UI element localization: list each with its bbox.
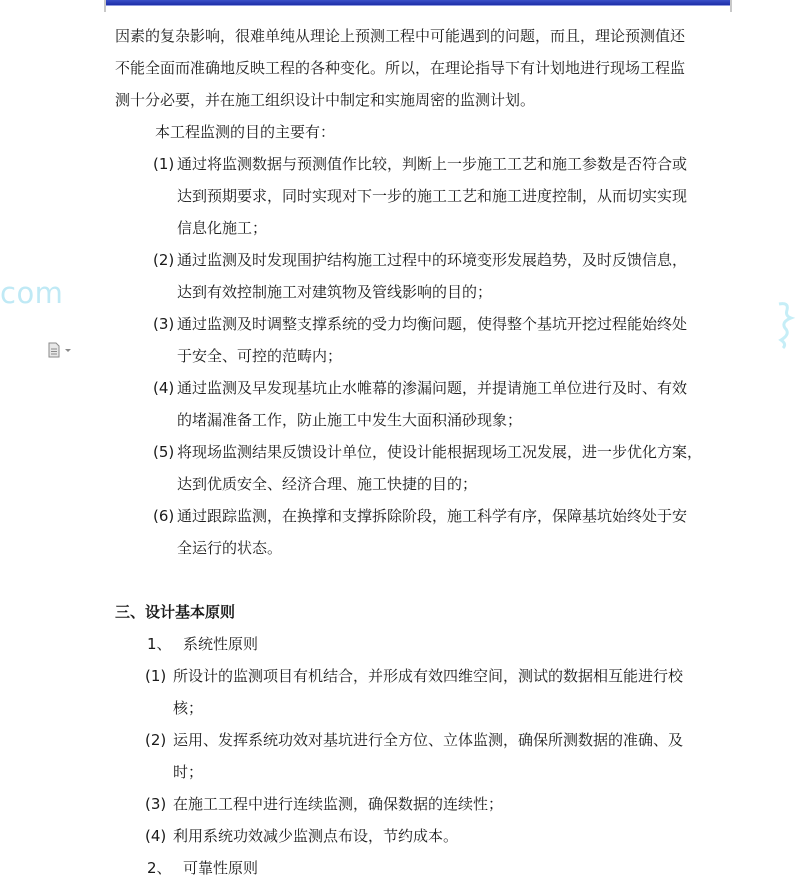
list-item-line [115,244,725,276]
watermark-glyph [773,300,795,350]
paragraph-line: 测十分必要，并在施工组织设计中制定和实施周密的监测计划。 [115,91,536,109]
list-text: 全运行的状态。 [177,539,283,557]
list-number: (1) [145,667,167,685]
list-number: (1) [153,155,175,173]
list-number [153,468,177,500]
principle-label: 可靠性原则 [183,859,259,875]
paragraph-line: 因素的复杂影响，很难单纯从理论上预测工程中可能遇到的问题，而且，理论预测值还 [115,27,686,45]
list-text: 时； [173,763,204,781]
principle-label: 系统性原则 [183,635,259,653]
list-item-line [115,820,725,852]
list-number: (5) [153,443,175,461]
watermark-text: com [0,276,64,310]
list-text: 所设计的监测项目有机结合，并形成有效四维空间，测试的数据相互能进行校 [173,667,684,685]
list-text: 通过监测及时发现围护结构施工过程中的环境变形发展趋势，及时反馈信息， [177,251,688,269]
principle-number: 1、 [147,635,172,653]
purpose-lead: 本工程监测的目的主要有： [155,123,336,141]
list-text: 的堵漏准备工作，防止施工中发生大面积涌砂现象； [177,411,523,429]
list-text: 运用、发挥系统功效对基坑进行全方位、立体监测，确保所测数据的准确、及 [173,731,684,749]
list-number: (2) [153,251,175,269]
list-text: 达到有效控制施工对建筑物及管线影响的目的； [177,283,493,301]
list-text: 达到预期要求，同时实现对下一步的施工工艺和施工进度控制，从而切实实现 [177,187,688,205]
list-item-line [115,436,725,468]
list-item-line [115,756,725,788]
list-number: (3) [153,315,175,333]
list-item-line [115,724,725,756]
list-item-line [115,532,725,564]
list-number [145,692,173,724]
list-text: 将现场监测结果反馈设计单位，使设计能根据现场工况发展，进一步优化方案， [177,443,703,461]
list-text: 通过跟踪监测，在换撑和支撑拆除阶段，施工科学有序，保障基坑始终处于安 [177,507,688,525]
list-number [145,756,173,788]
list-number [153,276,177,308]
list-text: 在施工工程中进行连续监测，确保数据的连续性； [173,795,504,813]
list-item-line [115,660,725,692]
list-item-line [115,340,725,372]
list-number [153,532,177,564]
list-text: 核； [173,699,204,717]
list-text: 通过监测及时调整支撑系统的受力均衡问题，使得整个基坑开挖过程能始终处 [177,315,688,333]
list-number [153,340,177,372]
list-number [153,404,177,436]
list-item-line [115,692,725,724]
list-number: (4) [145,827,167,845]
list-number: (6) [153,507,175,525]
list-item-line [115,148,725,180]
principle-number: 2、 [147,859,172,875]
document-page [115,20,725,875]
section-heading: 三、设计基本原则 [115,603,236,621]
list-item-line [115,212,725,244]
list-number: (4) [153,379,175,397]
list-item-line [115,404,725,436]
principle-heading [115,628,725,660]
list-number: (3) [145,795,167,813]
list-item-line [115,180,725,212]
page-corner-mark [730,0,732,12]
list-number: (2) [145,731,167,749]
list-item-line [115,468,725,500]
list-item-line [115,788,725,820]
list-item-line [115,500,725,532]
list-text: 利用系统功效减少监测点布设，节约成本。 [173,827,459,845]
list-number [153,212,177,244]
list-text: 通过监测及早发现基坑止水帷幕的渗漏问题，并提请施工单位进行及时、有效 [177,379,688,397]
paragraph-line: 不能全面而准确地反映工程的各种变化。所以，在理论指导下有计划地进行现场工程监 [115,59,686,77]
list-text: 通过将监测数据与预测值作比较，判断上一步施工工艺和施工参数是否符合或 [177,155,688,173]
list-item-line [115,308,725,340]
list-number [153,180,177,212]
header-rule [106,0,730,6]
document-icon[interactable] [48,342,74,358]
list-item-line [115,276,725,308]
principle-heading [115,852,725,875]
list-text: 达到优质安全、经济合理、施工快捷的目的； [177,475,478,493]
list-text: 于安全、可控的范畴内； [177,347,343,365]
list-item-line [115,372,725,404]
list-text: 信息化施工； [177,219,268,237]
